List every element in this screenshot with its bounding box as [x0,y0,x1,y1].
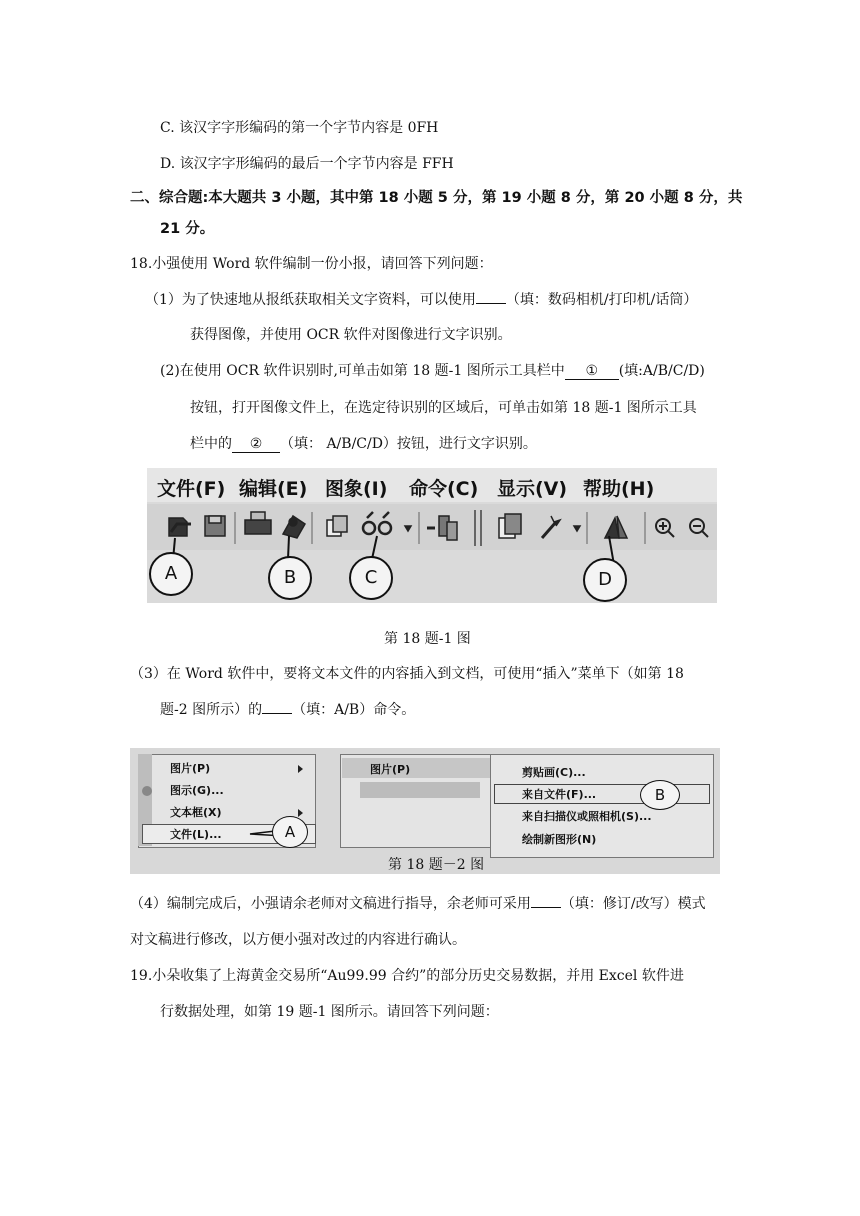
q18-part3-cont [160,700,415,720]
section-heading-cont: 21 分。 [160,221,215,237]
figure-18-2 [130,748,720,874]
menu-file: 文件(F) [157,478,226,500]
submenu-from-file: 来自文件(F)... [522,788,597,801]
question-19-cont: 行数据处理，如第 19 题-1 图所示。请回答下列问题： [160,1004,499,1020]
menu-item-file: 文件(L)... [170,828,222,841]
q18-part2-post: (填:A/B/C/D) [618,363,705,379]
q18-part4 [130,894,706,914]
q18-part2c-post: （填： A/B/C/D）按钮，进行文字识别。 [280,436,537,452]
q18-part4-cont: 对文稿进行修改，以方便小强对改过的内容进行确认。 [130,932,466,948]
label-a: A [272,816,308,848]
q18-part2c-pre: 栏中的 [190,436,232,452]
recognize-icon [605,516,627,538]
q18-part2-cont: 按钮，打开图像文件上，在选定待识别的区域后，可单击如第 18 题-1 图所示工具 [190,400,697,416]
zoom-in-icon [656,519,674,537]
menu-help: 帮助(H) [583,478,655,500]
question-18: 18.小强使用 Word 软件编制一份小报，请回答下列问题： [130,256,493,272]
q18-part1-pre: （1）为了快速地从报纸获取相关文字资料，可以使用 [145,292,476,308]
menu-command: 命令(C) [409,478,479,500]
q18-part4-pre: （4）编制完成后，小强请余老师对文稿进行指导，余老师可采用 [130,896,531,912]
glasses-icon [363,512,391,534]
label-c: C [349,556,393,600]
menu-edit: 编辑(E) [239,478,308,500]
submenu-arrow-icon [298,765,303,773]
answer-blank [476,303,506,304]
q18-part1-cont: 获得图像，并使用 OCR 软件对图像进行文字识别。 [190,327,512,343]
answer-blank-1: ① [565,363,619,380]
submenu-arrow-icon [298,809,303,817]
diagram-icon [142,786,152,796]
layout-icon [427,516,457,540]
q18-part1 [145,290,697,310]
menu-item-picture: 图片(P) [170,762,211,775]
option-d: D. 该汉字字形编码的最后一个字节内容是 FFH [160,156,454,172]
section-heading: 二、综合题:本大题共 3 小题，其中第 18 小题 5 分，第 19 小题 8 分，第 20 小题 8 分，共 [130,190,743,206]
submenu-clipart: 剪贴画(C)... [522,766,586,779]
submenu-from-scanner: 来自扫描仪或照相机(S)... [522,810,652,823]
zoom-out-icon [690,519,708,537]
q18-part4-post: （填：修订/改写）模式 [560,896,706,912]
q18-part1-post: （填：数码相机/打印机/话筒） [505,292,698,308]
submenu-new-drawing: 绘制新图形(N) [522,833,597,846]
menu-image: 图象(I) [325,478,388,500]
figure-18-2-caption: 第 18 题－2 图 [388,857,485,873]
label-b: B [640,780,680,810]
q18-part3-pre: 题-2 图所示）的 [160,702,263,718]
answer-blank [262,713,292,714]
menu-item-diagram: 图示(G)... [170,784,224,797]
toolbar-icons [147,504,717,603]
open-icon [169,518,191,536]
pages-icon [327,516,347,536]
save-icon [205,516,225,536]
label-b: B [268,556,312,600]
menu-item-picture-2: 图片(P) [370,763,411,776]
print-icon [245,512,271,534]
answer-blank [531,907,561,908]
figure-18-1-caption: 第 18 题-1 图 [384,631,471,647]
q18-part3-post: （填：A/B）命令。 [292,702,416,718]
question-19: 19.小朵收集了上海黄金交易所“Au99.99 合约”的部分历史交易数据，并用 Excel 软件进 [130,968,684,984]
q18-part3: （3）在 Word 软件中，要将文本文件的内容插入到文档，可使用“插入”菜单下（如第 18 [130,666,684,682]
label-a: A [149,552,193,596]
figure-18-1 [147,468,717,603]
answer-blank-2: ② [232,436,280,453]
magic-wand-icon [542,516,560,538]
menu-item-textbox: 文本框(X) [170,806,222,819]
label-d: D [583,558,627,602]
q18-part2-pre: (2)在使用 OCR 软件识别时,可单击如第 18 题-1 图所示工具栏中 [160,363,565,379]
option-c: C. 该汉字字形编码的第一个字节内容是 0FH [160,120,439,136]
menu-view: 显示(V) [497,478,568,500]
copy-icon [499,514,521,538]
q18-part2 [160,361,705,381]
q18-part2-cont2 [190,434,537,454]
scan-icon [283,516,305,538]
